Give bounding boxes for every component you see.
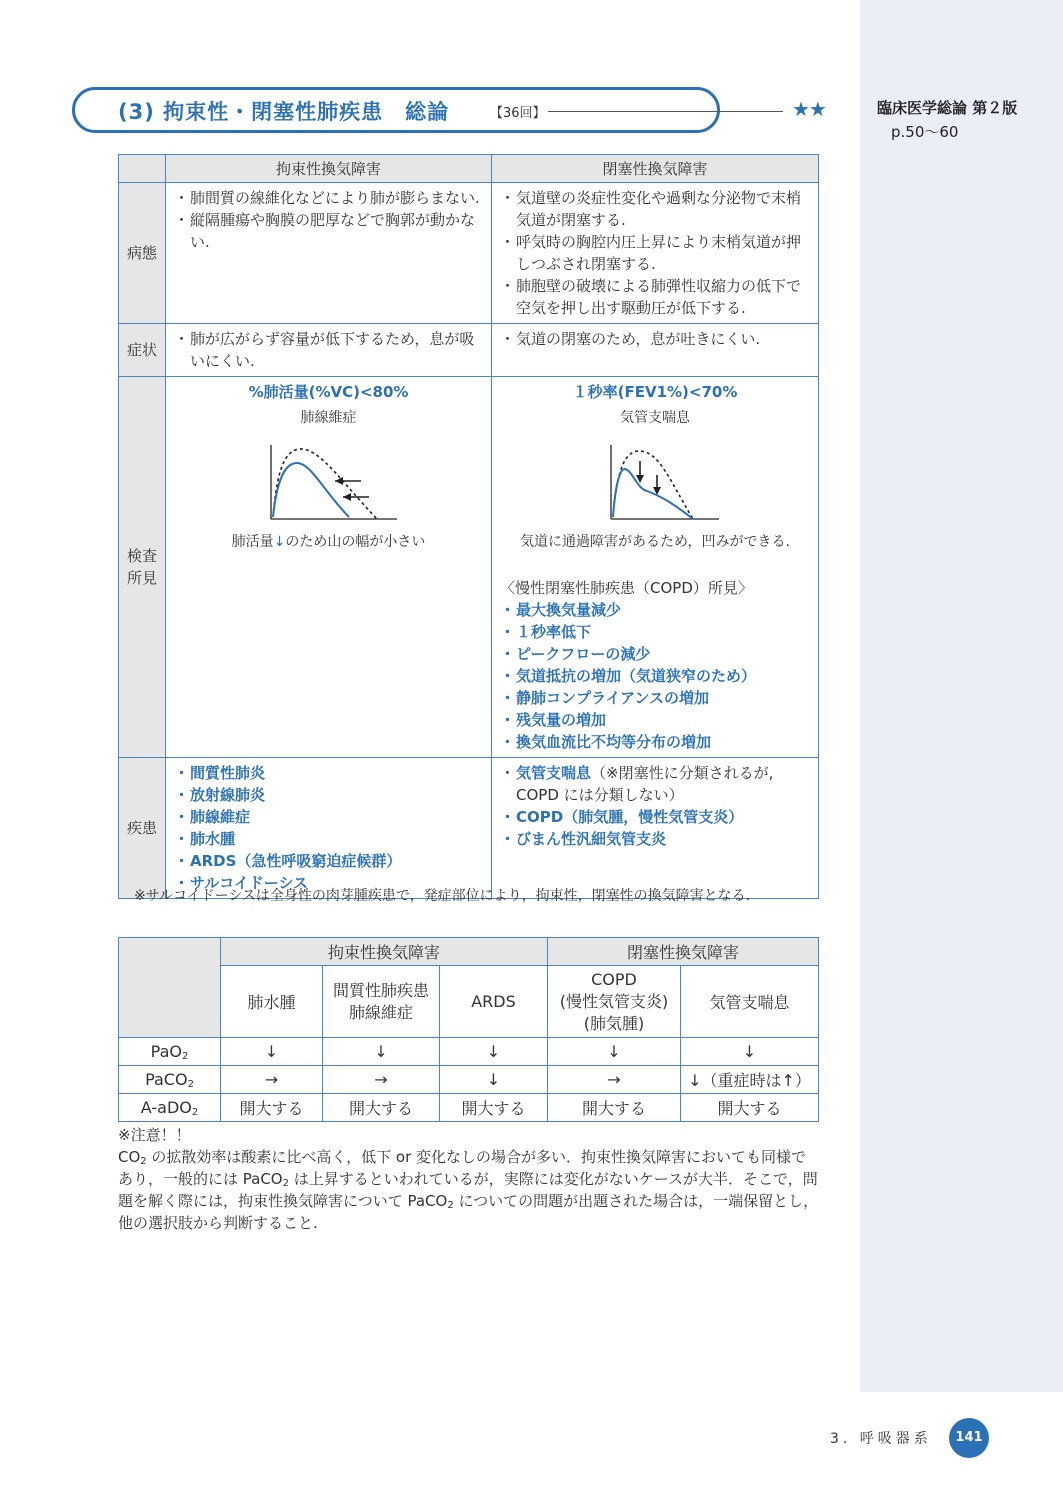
exam-restrictive	[166, 377, 492, 758]
table-cell: ↓	[323, 1038, 440, 1066]
exam-reference: 【36回】	[490, 106, 546, 121]
table-cell: ↓	[221, 1038, 323, 1066]
flow-volume-graph-obstructive	[500, 439, 810, 523]
obstructive-caption: 気道に通過障害があるため，凹みができる.	[520, 534, 790, 550]
table-row	[119, 1094, 819, 1122]
list-item	[500, 762, 810, 806]
col-copd-2: (慢性気管支炎)	[559, 991, 669, 1011]
aado2-sub: 2	[191, 1107, 199, 1118]
list-item: ・ 縦隔腫瘍や胸膜の肥厚などで胸郭が動かない.	[174, 209, 483, 253]
list-item: ・ 肺線維症	[174, 806, 483, 828]
paco2-sub-2: 2	[447, 1200, 454, 1211]
reference-note	[877, 96, 1017, 144]
asthma-note-a: （※閉塞性に分類されるが,	[591, 764, 774, 782]
copd-heading: 〈慢性閉塞性肺疾患（COPD）所見〉	[500, 579, 753, 597]
list-item: ・ COPD（肺気腫，慢性気管支炎）	[500, 806, 810, 828]
table-header-row	[119, 155, 819, 183]
section-title	[118, 96, 449, 126]
row-label-symptom: 症状	[119, 324, 166, 377]
list-item: ・ ARDS（急性呼吸窮迫症候群）	[174, 850, 483, 872]
col-interstitial-2: 肺線維症	[348, 1002, 413, 1022]
row-label-exam-1: 検査	[126, 547, 157, 565]
symptom-restrictive	[166, 324, 492, 377]
co2-label: CO	[118, 1148, 141, 1166]
list-item: ・ 換気血流比不均等分布の増加	[500, 731, 810, 753]
col-copd-1: COPD	[591, 969, 637, 989]
fev1-example: 気管支喘息	[620, 410, 690, 426]
vc-criterion: %肺活量(%VC)<80%	[248, 383, 409, 401]
reference-pages: p.50～60	[891, 123, 959, 141]
row-label-pathology: 病態	[119, 183, 166, 324]
list-item: ・ 肺が広がらず容量が低下するため，息が吸いにくい.	[174, 328, 483, 372]
table-cell: 開大する	[440, 1094, 548, 1122]
list-item: ・ 最大換気量減少	[500, 599, 810, 621]
group-restrictive: 拘束性換気障害	[221, 938, 548, 966]
pao2-label: PaO	[150, 1042, 182, 1061]
co2-sub: 2	[140, 1156, 147, 1167]
restrictive-caption-b: のため山の幅が小さい	[285, 534, 426, 550]
col-edema: 肺水腫	[221, 966, 323, 1038]
list-item: ・ サルコイドーシス	[174, 872, 483, 894]
right-margin-panel	[860, 0, 1063, 1392]
list-item: ・ 残気量の増加	[500, 709, 810, 731]
asthma-note-b: COPD には分類しない）	[516, 786, 684, 804]
restrictive-caption	[174, 531, 483, 553]
aado2-label: A-aDO	[140, 1098, 192, 1117]
table-cell: 開大する	[323, 1094, 440, 1122]
row-label-paco2	[119, 1066, 221, 1094]
table-cell: 開大する	[548, 1094, 681, 1122]
footer-section: 3. 呼吸器系	[830, 1431, 932, 1447]
list-item: ・ 間質性肺炎	[174, 762, 483, 784]
caution-text-1: の拡散効率は酸素に比べ高く，低下 or 変化なしの場合が多い．拘束性換気障害においても同様であり，一般的には PaCO	[118, 1148, 807, 1188]
row-label-aado2	[119, 1094, 221, 1122]
table-cell: 開大する	[681, 1094, 819, 1122]
sarcoidosis-note: ※サルコイドーシスは全身性の肉芽腫疾患で，発症部位により，拘束性，閉塞性の換気障害となる.	[134, 888, 751, 904]
caution-note	[118, 1124, 820, 1234]
col-asthma: 気管支喘息	[681, 966, 819, 1038]
table-cell: 開大する	[221, 1094, 323, 1122]
col-copd	[548, 966, 681, 1038]
list-item: ・ 気道抵抗の増加（気道狭窄のため）	[500, 665, 810, 687]
disease-obstructive	[492, 758, 819, 899]
blood-gas-table	[118, 937, 819, 1122]
caution-text-2: は上昇するといわれているが，実際には変化がないケースが大半．そこで，問題を解く際には，拘束性換気障害について PaCO	[118, 1170, 818, 1210]
table-cell: ↓	[548, 1038, 681, 1066]
importance-stars: ★★	[792, 97, 826, 121]
list-item: ・ １秒率低下	[500, 621, 810, 643]
caution-heading: ※注意！！	[118, 1126, 191, 1144]
row-label-exam	[119, 377, 166, 758]
pao2-sub: 2	[181, 1051, 189, 1062]
row-symptom	[119, 324, 819, 377]
row-disease	[119, 758, 819, 899]
table-cell: ↓	[681, 1038, 819, 1066]
col-interstitial-1: 間質性肺疾患	[332, 980, 429, 1000]
section-number: (3)	[118, 100, 155, 124]
paco2-sub: 2	[187, 1079, 194, 1090]
exam-obstructive	[492, 377, 819, 758]
row-pathology	[119, 183, 819, 324]
copd-findings-list	[500, 599, 810, 753]
list-item: ・ ピークフローの減少	[500, 643, 810, 665]
page-number: 141	[949, 1418, 989, 1458]
list-item: ・ 肺水腫	[174, 828, 483, 850]
asthma-term: 気管支喘息	[516, 764, 592, 782]
table-row	[119, 1038, 819, 1066]
pathology-obstructive	[492, 183, 819, 324]
symptom-obstructive	[492, 324, 819, 377]
table-row	[119, 1066, 819, 1094]
list-item: ・ 肺間質の線維化などにより肺が膨らまない.	[174, 187, 483, 209]
caution-body	[118, 1146, 820, 1234]
list-item: ・ 気道壁の炎症性変化や過剰な分泌物で末梢気道が閉塞する.	[500, 187, 810, 231]
down-arrow-icon: ↓	[273, 534, 286, 550]
disease-restrictive	[166, 758, 492, 899]
table-cell: →	[323, 1066, 440, 1094]
list-item: ・ 気道の閉塞のため，息が吐きにくい.	[500, 328, 810, 350]
row-label-disease: 疾患	[119, 758, 166, 899]
paco2-sub-1: 2	[282, 1178, 289, 1189]
list-item: ・ 静肺コンプライアンスの増加	[500, 687, 810, 709]
table-header-row	[119, 966, 819, 1038]
reference-book-title: 臨床医学総論 第２版	[877, 99, 1018, 117]
list-item: ・ 肺胞壁の破壊による肺弾性収縮力の低下で空気を押し出す駆動圧が低下する.	[500, 275, 810, 319]
table-cell: ↓	[440, 1066, 548, 1094]
pathology-restrictive	[166, 183, 492, 324]
vc-example: 肺線維症	[300, 410, 357, 426]
comparison-table	[118, 154, 819, 899]
restrictive-curve-svg	[259, 439, 399, 523]
col-ards: ARDS	[440, 966, 548, 1038]
section-title-sub: 総論	[405, 100, 450, 124]
obstructive-curve-svg	[585, 439, 725, 523]
col-interstitial	[323, 966, 440, 1038]
paco2-label: PaCO	[145, 1070, 188, 1089]
section-title-main: 拘束性・閉塞性肺疾患	[163, 100, 384, 124]
row-label-exam-2: 所見	[126, 569, 157, 587]
fev1-criterion: １秒率(FEV1%)<70%	[572, 383, 738, 401]
header-blank	[119, 155, 166, 183]
header-obstructive: 閉塞性換気障害	[492, 155, 819, 183]
list-item: ・ びまん性汎細気管支炎	[500, 828, 810, 850]
caution-text-3: についての問題が出題された場合は，一端保留とし，他の選択肢から判断すること.	[118, 1192, 819, 1232]
col-copd-3: (肺気腫)	[583, 1013, 645, 1033]
table-group-row	[119, 938, 819, 966]
table-cell: →	[221, 1066, 323, 1094]
table-cell: →	[548, 1066, 681, 1094]
list-item: ・ 放射線肺炎	[174, 784, 483, 806]
restrictive-caption-a: 肺活量	[231, 534, 274, 550]
list-item: ・ 呼気時の胸腔内圧上昇により末梢気道が押しつぶされ閉塞する.	[500, 231, 810, 275]
table-cell: ↓	[440, 1038, 548, 1066]
row-exam	[119, 377, 819, 758]
flow-volume-graph-restrictive	[174, 439, 483, 523]
title-rule	[548, 111, 783, 112]
row-label-pao2	[119, 1038, 221, 1066]
table-cell: ↓（重症時は↑）	[681, 1066, 819, 1094]
group-obstructive: 閉塞性換気障害	[548, 938, 819, 966]
header-restrictive: 拘束性換気障害	[166, 155, 492, 183]
header-blank	[119, 938, 221, 1038]
